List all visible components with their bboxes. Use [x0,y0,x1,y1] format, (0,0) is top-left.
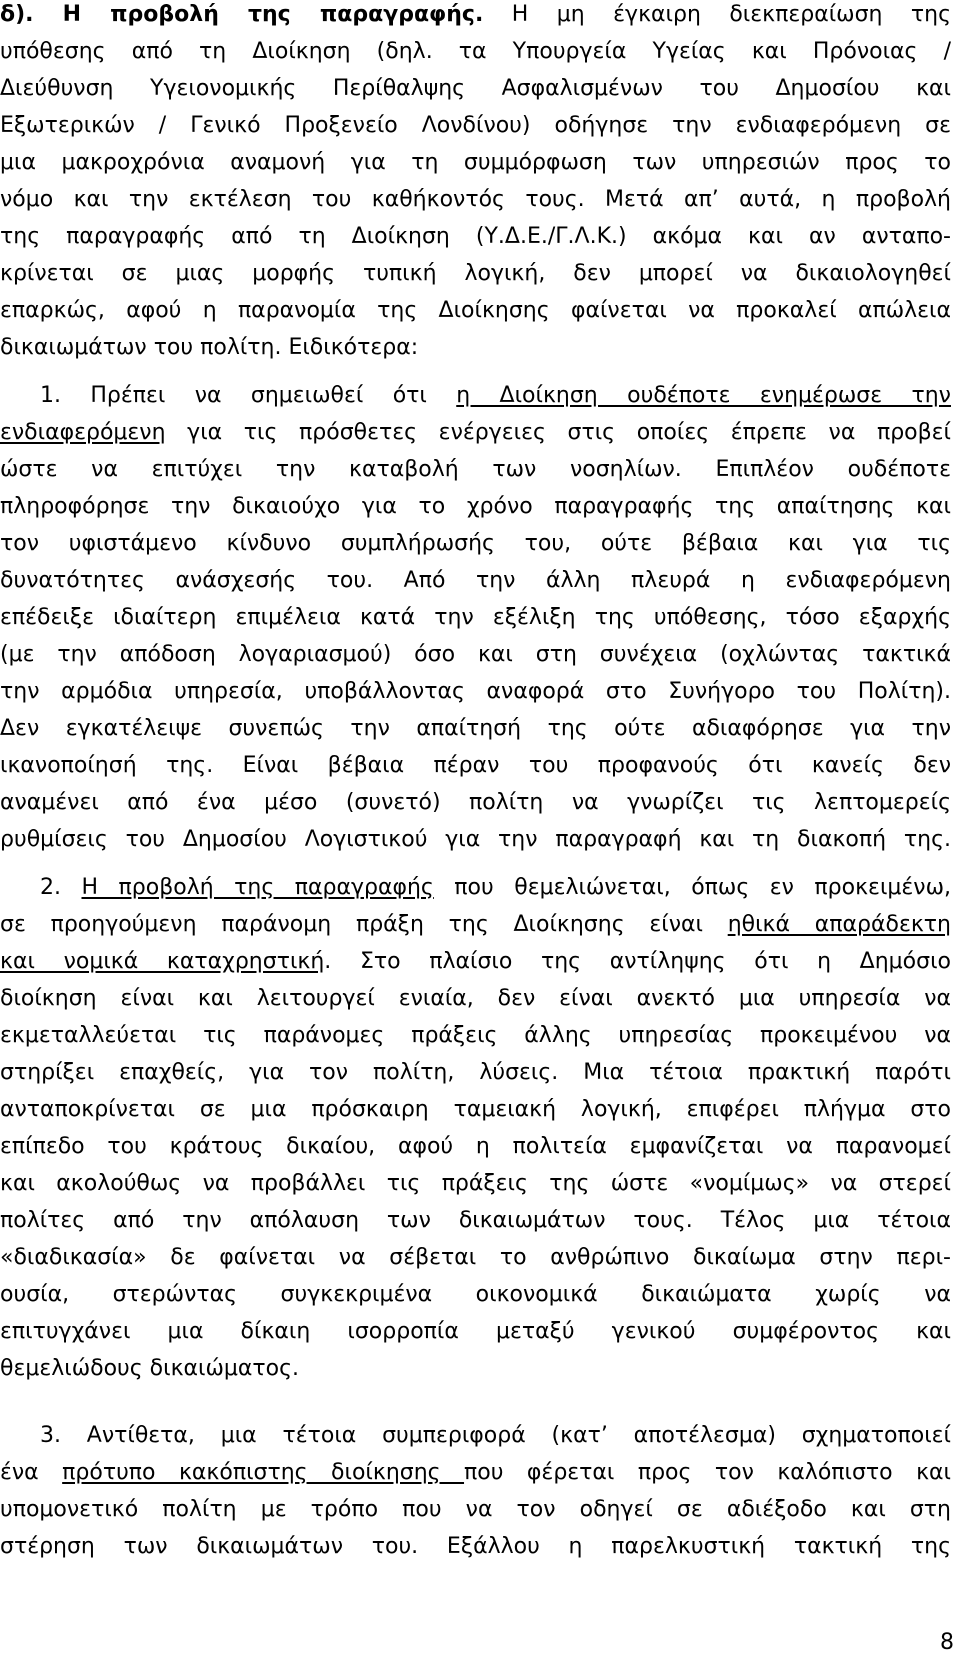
point1-line-12: αναμένει από ένα μέσο (συνετό) πολίτη να γνωρίζει τις λεπτομερείς [0,790,951,815]
point2-text: 2. [40,875,82,900]
section-d-line-5: μια μακροχρόνια αναμονή για τη συμμόρφωση των υπηρεσιών προς το [0,150,951,175]
point1-line-1 [40,381,951,411]
point2-line-12: ουσία, στερώντας συγκεκριμένα οικονομικά δικαιώματα χωρίς να [0,1282,951,1307]
point3-text: ένα [0,1460,63,1485]
point1-line-4: πληροφόρησε την δικαιούχο για το χρόνο παραγραφής της απαίτησης και [0,494,951,519]
point3-line-3: υπομονετικό πολίτη με τρόπο που να τον οδηγεί σε αδιέξοδο και στη [0,1497,951,1522]
point1-text: για τις πρόσθετες ενέργειες στις οποίες έπρεπε να προβεί [165,420,951,445]
point2-text: . Στο πλαίσιο της αντίληψης ότι η Δημόσιο [324,949,951,974]
point1-line-9: την αρμόδια υπηρεσία, υποβάλλοντας αναφορά στο Συνήγορο του Πολίτη). [0,679,951,704]
page-number: 8 [940,1630,954,1655]
section-d-heading: δ). Η προβολή της παραγραφής. [0,2,484,27]
point1-line-3: ώστε να επιτύχει την καταβολή των νοσηλίων. Επιπλέον ουδέποτε [0,457,951,482]
point3-text: που φέρεται προς τον καλόπιστο και [464,1460,951,1485]
section-d-line-4: Εξωτερικών / Γενικό Προξενείο Λονδίνου) οδήγησε την ενδιαφερόμενη σε [0,113,951,138]
point3-underlined: πρότυπο κακόπιστης διοίκησης [62,1460,465,1485]
point2-underlined: και νομικά καταχρηστική [0,949,325,974]
point1-line-11: ικανοποίησή της. Είναι βέβαια πέραν του προφανούς ότι κανείς δεν [0,753,951,778]
point1-line-5: τον υφιστάμενο κίνδυνο συμπλήρωσής του, ούτε βέβαια και για τις [0,531,951,556]
point2-line-11: «διαδικασία» δε φαίνεται να σέβεται το ανθρώπινο δικαίωμα στην περι- [0,1245,951,1270]
point2-line-4: διοίκηση είναι και λειτουργεί ενιαία, δεν είναι ανεκτό μια υπηρεσία να [0,986,951,1011]
point2-line-6: στηρίξει επαχθείς, για τον πολίτη, λύσεις. Μια τέτοια πρακτική παρότι [0,1060,951,1085]
point2-underlined: ηθικά απαράδεκτη [727,912,951,937]
section-d-line-10: δικαιωμάτων του πολίτη. Ειδικότερα: [0,335,419,360]
section-d-line-7: της παραγραφής από τη Διοίκηση (Υ.Δ.Ε./Γ.Λ.Κ.) ακόμα και αν ανταπο- [0,224,951,249]
point3-line-1: 3. Αντίθετα, μια τέτοια συμπεριφορά (κατ’ αποτέλεσμα) σχηματοποιεί [40,1423,951,1448]
point1-line-8: (με την απόδοση λογαριασμού) όσο και στη συνέχεια (οχλώντας τακτικά [0,642,951,667]
section-d-line-2: υπόθεσης από τη Διοίκηση (δηλ. τα Υπουργεία Υγείας και Πρόνοιας / [0,39,951,64]
point2-underlined: Η προβολή της παραγραφής [81,875,434,900]
point2-line-8: επίπεδο του κράτους δικαίου, αφού η πολιτεία εμφανίζεται να παρανομεί [0,1134,951,1159]
point2-line-9: και ακολούθως να προβάλλει τις πράξεις της ώστε «νομίμως» να στερεί [0,1171,951,1196]
point1-line-10: Δεν εγκατέλειψε συνεπώς την απαίτησή της ούτε αδιαφόρησε για την [0,716,951,741]
point2-line-5: εκμεταλλεύεται τις παράνομες πράξεις άλλης υπηρεσίας προκειμένου να [0,1023,951,1048]
point2-line-14: θεμελιώδους δικαιώματος. [0,1356,300,1381]
point1-underlined: ενδιαφερόμενη [0,420,166,445]
point2-line-13: επιτυγχάνει μια δίκαιη ισορροπία μεταξύ γενικού συμφέροντος και [0,1319,951,1344]
point1-text: 1. Πρέπει να σημειωθεί ότι [40,383,457,408]
section-d-line-8: κρίνεται σε μιας μορφής τυπική λογική, δεν μπορεί να δικαιολογηθεί [0,261,951,286]
point1-line-7: επέδειξε ιδιαίτερη επιμέλεια κατά την εξέλιξη της υπόθεσης, τόσο εξαρχής [0,605,951,630]
section-d-line-1 [0,0,951,30]
point1-line-13: ρυθμίσεις του Δημοσίου Λογιστικού για την παραγραφή και τη διακοπή της. [0,827,951,852]
section-d-text: Η μη έγκαιρη διεκπεραίωση της [483,2,951,27]
point2-line-7: ανταποκρίνεται σε μια πρόσκαιρη ταμειακή λογική, επιφέρει πλήγμα στο [0,1097,951,1122]
point2-text: που θεμελιώνεται, όπως εν προκειμένω, [433,875,951,900]
section-d-line-3: Διεύθυνση Υγειονομικής Περίθαλψης Ασφαλισμένων του Δημοσίου και [0,76,951,101]
point2-line-3 [0,947,951,977]
point1-line-6: δυνατότητες ανάσχεσής του. Από την άλλη πλευρά η ενδιαφερόμενη [0,568,951,593]
point1-line-2 [0,418,951,448]
point3-line-4: στέρηση των δικαιωμάτων του. Εξάλλου η παρελκυστική τακτική της [0,1534,951,1559]
point2-line-2 [0,910,951,940]
point2-text: σε προηγούμενη παράνομη πράξη της Διοίκησης είναι [0,912,728,937]
point2-line-1 [40,873,951,903]
section-d-line-9: επαρκώς, αφού η παρανομία της Διοίκησης φαίνεται να προκαλεί απώλεια [0,298,951,323]
point1-underlined: η Διοίκηση ουδέποτε ενημέρωσε την [456,383,951,408]
point2-line-10: πολίτες από την απόλαυση των δικαιωμάτων τους. Τέλος μια τέτοια [0,1208,951,1233]
point3-line-2 [0,1458,951,1488]
section-d-line-6: νόμο και την εκτέλεση του καθήκοντός τους. Μετά απ’ αυτά, η προβολή [0,187,951,212]
